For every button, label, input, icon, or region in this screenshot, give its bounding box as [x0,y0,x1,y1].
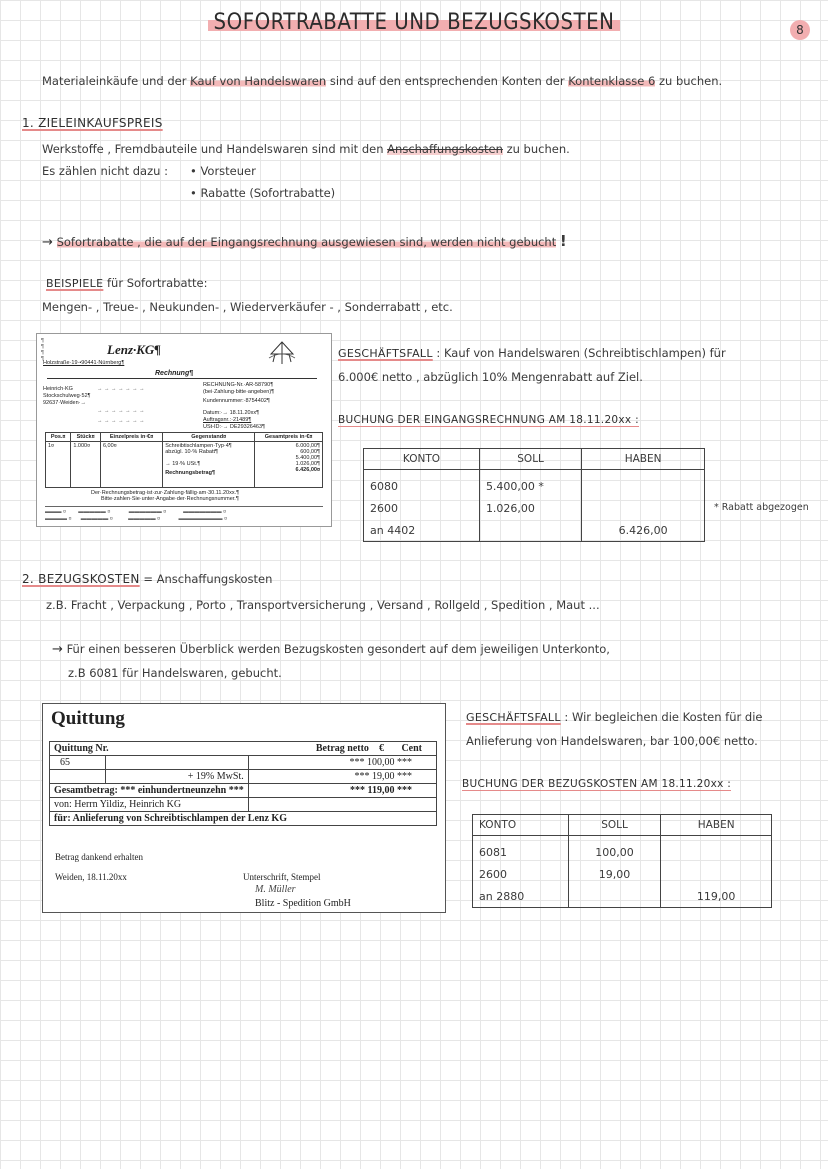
receipt-title: Quittung [51,708,125,729]
bezugskosten-note2: z.B 6081 für Handelswaren, gebucht. [68,666,282,680]
bullet-vorsteuer: • Vorsteuer [190,164,256,178]
booking-table-2 [472,814,772,908]
sofortrabatt-note: → Sofortrabatte , die auf der Eingangsrechnung ausgewiesen sind, werden nicht gebucht ! [42,232,567,250]
col-haben: HABEN [582,449,705,470]
page-number-badge: 8 [790,20,810,40]
invoice-company: Lenz·KG¶ [107,342,161,357]
col-konto: KONTO [364,449,480,470]
case2-booking-title: BUCHUNG DER BEZUGSKOSTEN AM 18.11.20xx : [462,778,732,790]
table-row: an 4402 6.426,00 [364,519,705,542]
section1-line2: Es zählen nicht dazu : [42,164,168,178]
signature: M. Müller [255,884,296,895]
section1-heading: 1. ZIELEINKAUFSPREIS [22,116,163,130]
arrow-right-icon: → [42,235,53,250]
table-row: 2600 1.026,00 [364,497,705,519]
company-logo-icon [267,340,297,366]
col-soll: SOLL [568,815,661,836]
case1-booking-title: BUCHUNG DER EINGANGSRECHNUNG AM 18.11.20xx : [338,414,639,426]
receipt-table: Quittung Nr. Betrag netto € Cent 65 *** 100,00 *** + 19% MwSt. *** 19,00 *** Gesamtbetrag: *** einhundertneunzehn *** *** 119,00 *** von: Herrn Yildiz, Heinrich KG für: Anlieferung von Schreibtischlampen der Lenz KG [49,741,437,826]
rabatt-footnote: * Rabatt abgezogen [714,502,809,513]
table-row: 6081 100,00 [473,836,772,864]
receipt-scan: Quittung Quittung Nr. Betrag netto € Cent 65 *** 100,00 *** + 19% MwSt. *** 19,00 *** Gesamtbetrag: *** einhundertneunzehn *** *** 119,00 *** von: Herrn Yildiz, Heinrich KG für: Anlieferung von Schreibtischlampen der Lenz KG Betrag dankend erhalten Weiden, 18.11.20xx Unterschrift, Stempel M. Müller Blitz - Spedition GmbH [42,703,446,913]
invoice-table: Pos.¤ Stück¤ Einzelpreis in·€¤ Gegenstand¤ Gesamtpreis in·€¤ 1¤ 1.000¤ 6,00¤ Schreibtischlampen·Typ·4¶ abzügl. 10·% Rabatt¶ → 19·% USt.¶ Rechnungsbetrag¶ 6.000,00¶ 600,00¶ 5.400,00¶ 1.026,00¶ 6.426,00¤ [45,432,323,488]
case2-text2: Anlieferung von Handelswaren, bar 100,00€ netto. [466,734,758,748]
section1-line1: Werkstoffe , Fremdbauteile und Handelswaren sind mit den Anschaffungskosten zu buchen. [42,142,570,156]
beispiele-list: Mengen- , Treue- , Neukunden- , Wiederverkäufer - , Sonderrabatt , etc. [42,300,453,314]
beispiele-heading: BEISPIELE für Sofortrabatte: [46,276,208,290]
intro-text: Materialeinkäufe und der Kauf von Handelswaren sind auf den entsprechenden Konten der Kontenklasse 6 zu buchen. [42,74,723,88]
col-soll: SOLL [479,449,581,470]
booking-table-1 [363,448,705,542]
col-konto: KONTO [473,815,569,836]
case2-text1: GESCHÄFTSFALL : Wir begleichen die Kosten für die [466,710,763,724]
table-row: 6080 5.400,00 * [364,470,705,498]
case1-text1: GESCHÄFTSFALL : Kauf von Handelswaren (Schreibtischlampen) für [338,346,726,360]
invoice-doc-title: Rechnung¶ [155,370,194,377]
arrow-right-icon: → [52,642,63,657]
table-row: an 2880 119,00 [473,885,772,908]
bezugskosten-note1: → Für einen besseren Überblick werden Bezugskosten gesondert auf dem jeweiligen Unterkonto, [52,642,610,657]
invoice-scan: ¶ ¶ ¶ ¶ Lenz·KG¶ Holzstraße·19·•90441·Nürnberg¶ Rechnung¶ Heinrich·KG Stockschulweg·52¶ 92637·Weiden·→ → → → → → → → → → → → → → → → → → → → → → RECHNUNG-Nr.·AR-58790¶ (bei·Zahlung·bitte·angeben)¶ Kundennummer:·8754402¶ Datum:·→ 18.11.20xx¶ Auftragsnr.:·21489¶ USt-ID:·→ DE29326463¶ Pos.¤ Stück¤ Einzelpreis in·€¤ Gegenstand¤ Gesamtpreis in·€¤ 1¤ 1.000¤ 6,00¤ Schreibtischlampen·Typ·4¶ abzügl. 10·% Rabatt¶ → 19·% USt.¶ Rechnungsbetrag¶ 6.000,00¶ 600,00¶ 5.400,00¶ 1.026,00¶ 6.426,00¤ Der·Rechnungsbetrag·ist·zur·Zahlung·fällig·am·30.11.20xx.¶ Bitte·zahlen·Sie·unter·Angabe·der·Rechnungsnummer.¶ ▬▬▬ ¤ ▬▬▬▬▬ ¤ ▬▬▬▬▬▬ ¤ ▬▬▬▬▬▬▬ ¤ ▬▬▬▬ ¤ ▬▬▬▬▬ ¤ ▬▬▬▬▬ ¤ ▬▬▬▬▬▬▬▬ ¤ [36,333,332,527]
case1-text2: 6.000€ netto , abzüglich 10% Mengenrabatt auf Ziel. [338,370,643,384]
page-title: SOFORTRABATTE UND BEZUGSKOSTEN [0,10,828,35]
section2-heading: 2. BEZUGSKOSTEN = Anschaffungskosten [22,572,273,586]
bezugskosten-examples: z.B. Fracht , Verpackung , Porto , Transportversicherung , Versand , Rollgeld , Spedition , Maut ... [46,598,600,612]
col-haben: HABEN [661,815,772,836]
table-row: 2600 19,00 [473,863,772,885]
bullet-rabatte: • Rabatte (Sofortrabatte) [190,186,336,200]
